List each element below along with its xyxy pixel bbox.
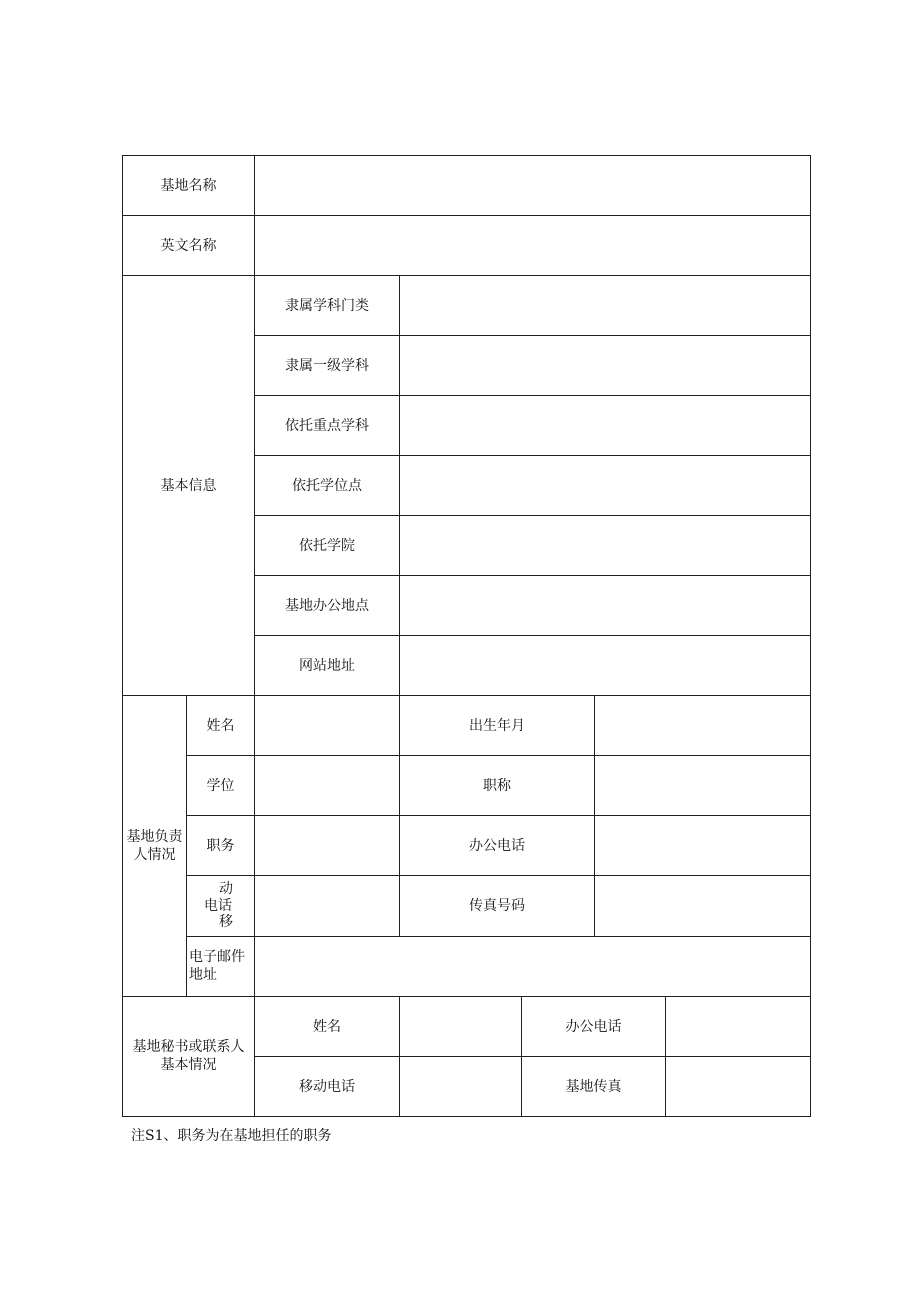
office-location-label: 基地办公地点: [255, 576, 400, 636]
college-label: 依托学院: [255, 516, 400, 576]
head-email-label-line1: 电子邮件: [189, 949, 245, 965]
row-base-name: [123, 156, 811, 216]
base-info-form: [122, 155, 811, 1117]
secretary-group-label: [123, 997, 255, 1117]
secretary-group-label-line1: 基地秘书或联系人: [132, 1039, 245, 1055]
head-title-label: 职称: [400, 756, 595, 816]
head-mobile-field[interactable]: [255, 876, 400, 937]
discipline-category-field[interactable]: [400, 276, 811, 336]
row-head-degree: [123, 756, 811, 816]
head-name-label: 姓名: [187, 696, 255, 756]
college-field[interactable]: [400, 516, 811, 576]
head-office-phone-label: 办公电话: [400, 816, 595, 876]
secretary-fax-field[interactable]: [666, 1057, 811, 1117]
head-email-label-line2: 地址: [189, 967, 217, 983]
website-field[interactable]: [400, 636, 811, 696]
secretary-mobile-field[interactable]: [400, 1057, 522, 1117]
first-level-discipline-label: 隶属一级学科: [255, 336, 400, 396]
head-mobile-label-part1: 动: [219, 881, 233, 897]
degree-program-field[interactable]: [400, 456, 811, 516]
secretary-mobile-label: 移动电话: [255, 1057, 400, 1117]
head-office-phone-field[interactable]: [595, 816, 811, 876]
row-head-email: [123, 937, 811, 997]
discipline-category-label: 隶属学科门类: [255, 276, 400, 336]
secretary-name-field[interactable]: [400, 997, 522, 1057]
degree-program-label: 依托学位点: [255, 456, 400, 516]
row-discipline-category: [123, 276, 811, 336]
head-mobile-label-part3: 移: [219, 914, 233, 930]
secretary-fax-label: 基地传真: [522, 1057, 666, 1117]
head-duty-label: 职务: [187, 816, 255, 876]
first-level-discipline-field[interactable]: [400, 336, 811, 396]
row-secretary-name: [123, 997, 811, 1057]
website-label: 网站地址: [255, 636, 400, 696]
head-mobile-label-part2: 电话: [204, 898, 232, 914]
head-fax-field[interactable]: [595, 876, 811, 937]
base-name-field[interactable]: [255, 156, 811, 216]
head-group-label-line2: 人情况: [133, 846, 176, 863]
secretary-office-phone-label: 办公电话: [522, 997, 666, 1057]
head-duty-field[interactable]: [255, 816, 400, 876]
head-group-label: [123, 696, 187, 997]
basic-info-group-label: 基本信息: [123, 276, 255, 696]
head-birth-label: 出生年月: [400, 696, 595, 756]
english-name-field[interactable]: [255, 216, 811, 276]
head-group-label-line1: 基地负责: [126, 828, 183, 845]
key-discipline-label: 依托重点学科: [255, 396, 400, 456]
base-name-label: 基地名称: [123, 156, 255, 216]
head-degree-label: 学位: [187, 756, 255, 816]
row-head-mobile: [123, 876, 811, 937]
secretary-office-phone-field[interactable]: [666, 997, 811, 1057]
head-name-field[interactable]: [255, 696, 400, 756]
head-mobile-label: [187, 876, 255, 937]
key-discipline-field[interactable]: [400, 396, 811, 456]
secretary-name-label: 姓名: [255, 997, 400, 1057]
head-degree-field[interactable]: [255, 756, 400, 816]
row-head-name: [123, 696, 811, 756]
head-title-field[interactable]: [595, 756, 811, 816]
head-fax-label: 传真号码: [400, 876, 595, 937]
office-location-field[interactable]: [400, 576, 811, 636]
head-email-field[interactable]: [255, 937, 811, 997]
row-head-duty: [123, 816, 811, 876]
head-email-label: [187, 937, 255, 997]
english-name-label: 英文名称: [123, 216, 255, 276]
row-english-name: [123, 216, 811, 276]
secretary-group-label-line2: 基本情况: [160, 1057, 217, 1073]
head-birth-field[interactable]: [595, 696, 811, 756]
footnote: 注S1、职务为在基地担任的职务: [131, 1128, 332, 1144]
